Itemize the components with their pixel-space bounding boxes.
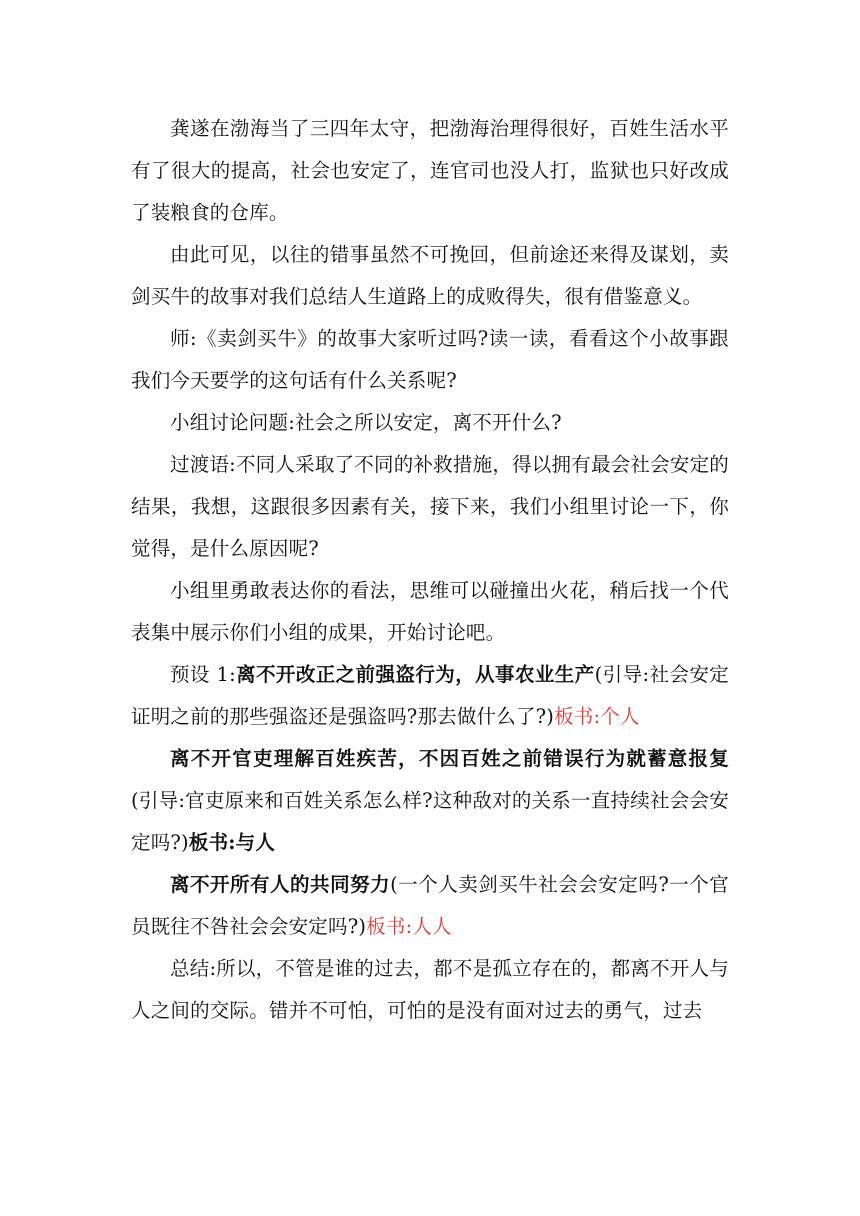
preset-1-guidance: (引导:社会安定证明之前的那些强盗还是强盗吗?那去做什么了?): [131, 663, 729, 728]
preset-1-key-point: 离不开改正之前强盗行为，从事农业生产: [235, 663, 595, 686]
preset-3-guidance: (一个人卖剑买牛社会会安定吗?一个官员既往不咎社会会安定吗?): [131, 873, 729, 938]
paragraph-preset-3: [131, 864, 729, 948]
paragraph-summary: 总结:所以，不管是谁的过去，都不是孤立存在的，都离不开人与人之间的交际。错并不可怕，可怕的是没有面对过去的勇气，过去: [131, 957, 729, 1022]
paragraph-conclusion-story: 由此可见，以往的错事虽然不可挽回，但前途还来得及谋划，卖剑买牛的故事对我们总结人生道路上的成败得失，很有借鉴意义。: [131, 243, 729, 308]
blackboard-note-individual: 板书:个人: [554, 705, 640, 728]
blackboard-note-with-others: 板书:与人: [188, 831, 276, 854]
document-body: [131, 108, 729, 1032]
paragraph-teacher-question: 师:《卖剑买牛》的故事大家听过吗?读一读，看看这个小故事跟我们今天要学的这句话有什么关系呢?: [131, 327, 729, 392]
paragraph-group-discussion: 小组里勇敢表达你的看法，思维可以碰撞出火花，稍后找一个代表集中展示你们小组的成果，开始讨论吧。: [131, 579, 729, 644]
blackboard-note-everyone: 板书:人人: [366, 915, 452, 938]
preset-3-key-point: 离不开所有人的共同努力: [170, 873, 391, 896]
paragraph-group-question: 小组讨论问题:社会之所以安定，离不开什么?: [170, 411, 562, 434]
paragraph-transition: 过渡语:不同人采取了不同的补救措施，得以拥有最会社会安定的结果，我想，这跟很多因素有关，接下来，我们小组里讨论一下，你觉得，是什么原因呢?: [131, 453, 729, 560]
paragraph-preset-2: [131, 738, 729, 864]
paragraph-preset-1: [131, 654, 729, 738]
preset-2-key-point: 离不开官吏理解百姓疾苦，不因百姓之前错误行为就蓄意报复: [170, 747, 729, 770]
preset-2-guidance: (引导:官吏原来和百姓关系怎么样?这种敌对的关系一直持续社会会安定吗?): [131, 789, 729, 854]
preset-label: 预设 1:: [170, 663, 236, 686]
paragraph-gongsui: 龚遂在渤海当了三四年太守，把渤海治理得很好，百姓生活水平有了很大的提高，社会也安定了，连官司也没人打，监狱也只好改成了装粮食的仓库。: [131, 117, 729, 224]
